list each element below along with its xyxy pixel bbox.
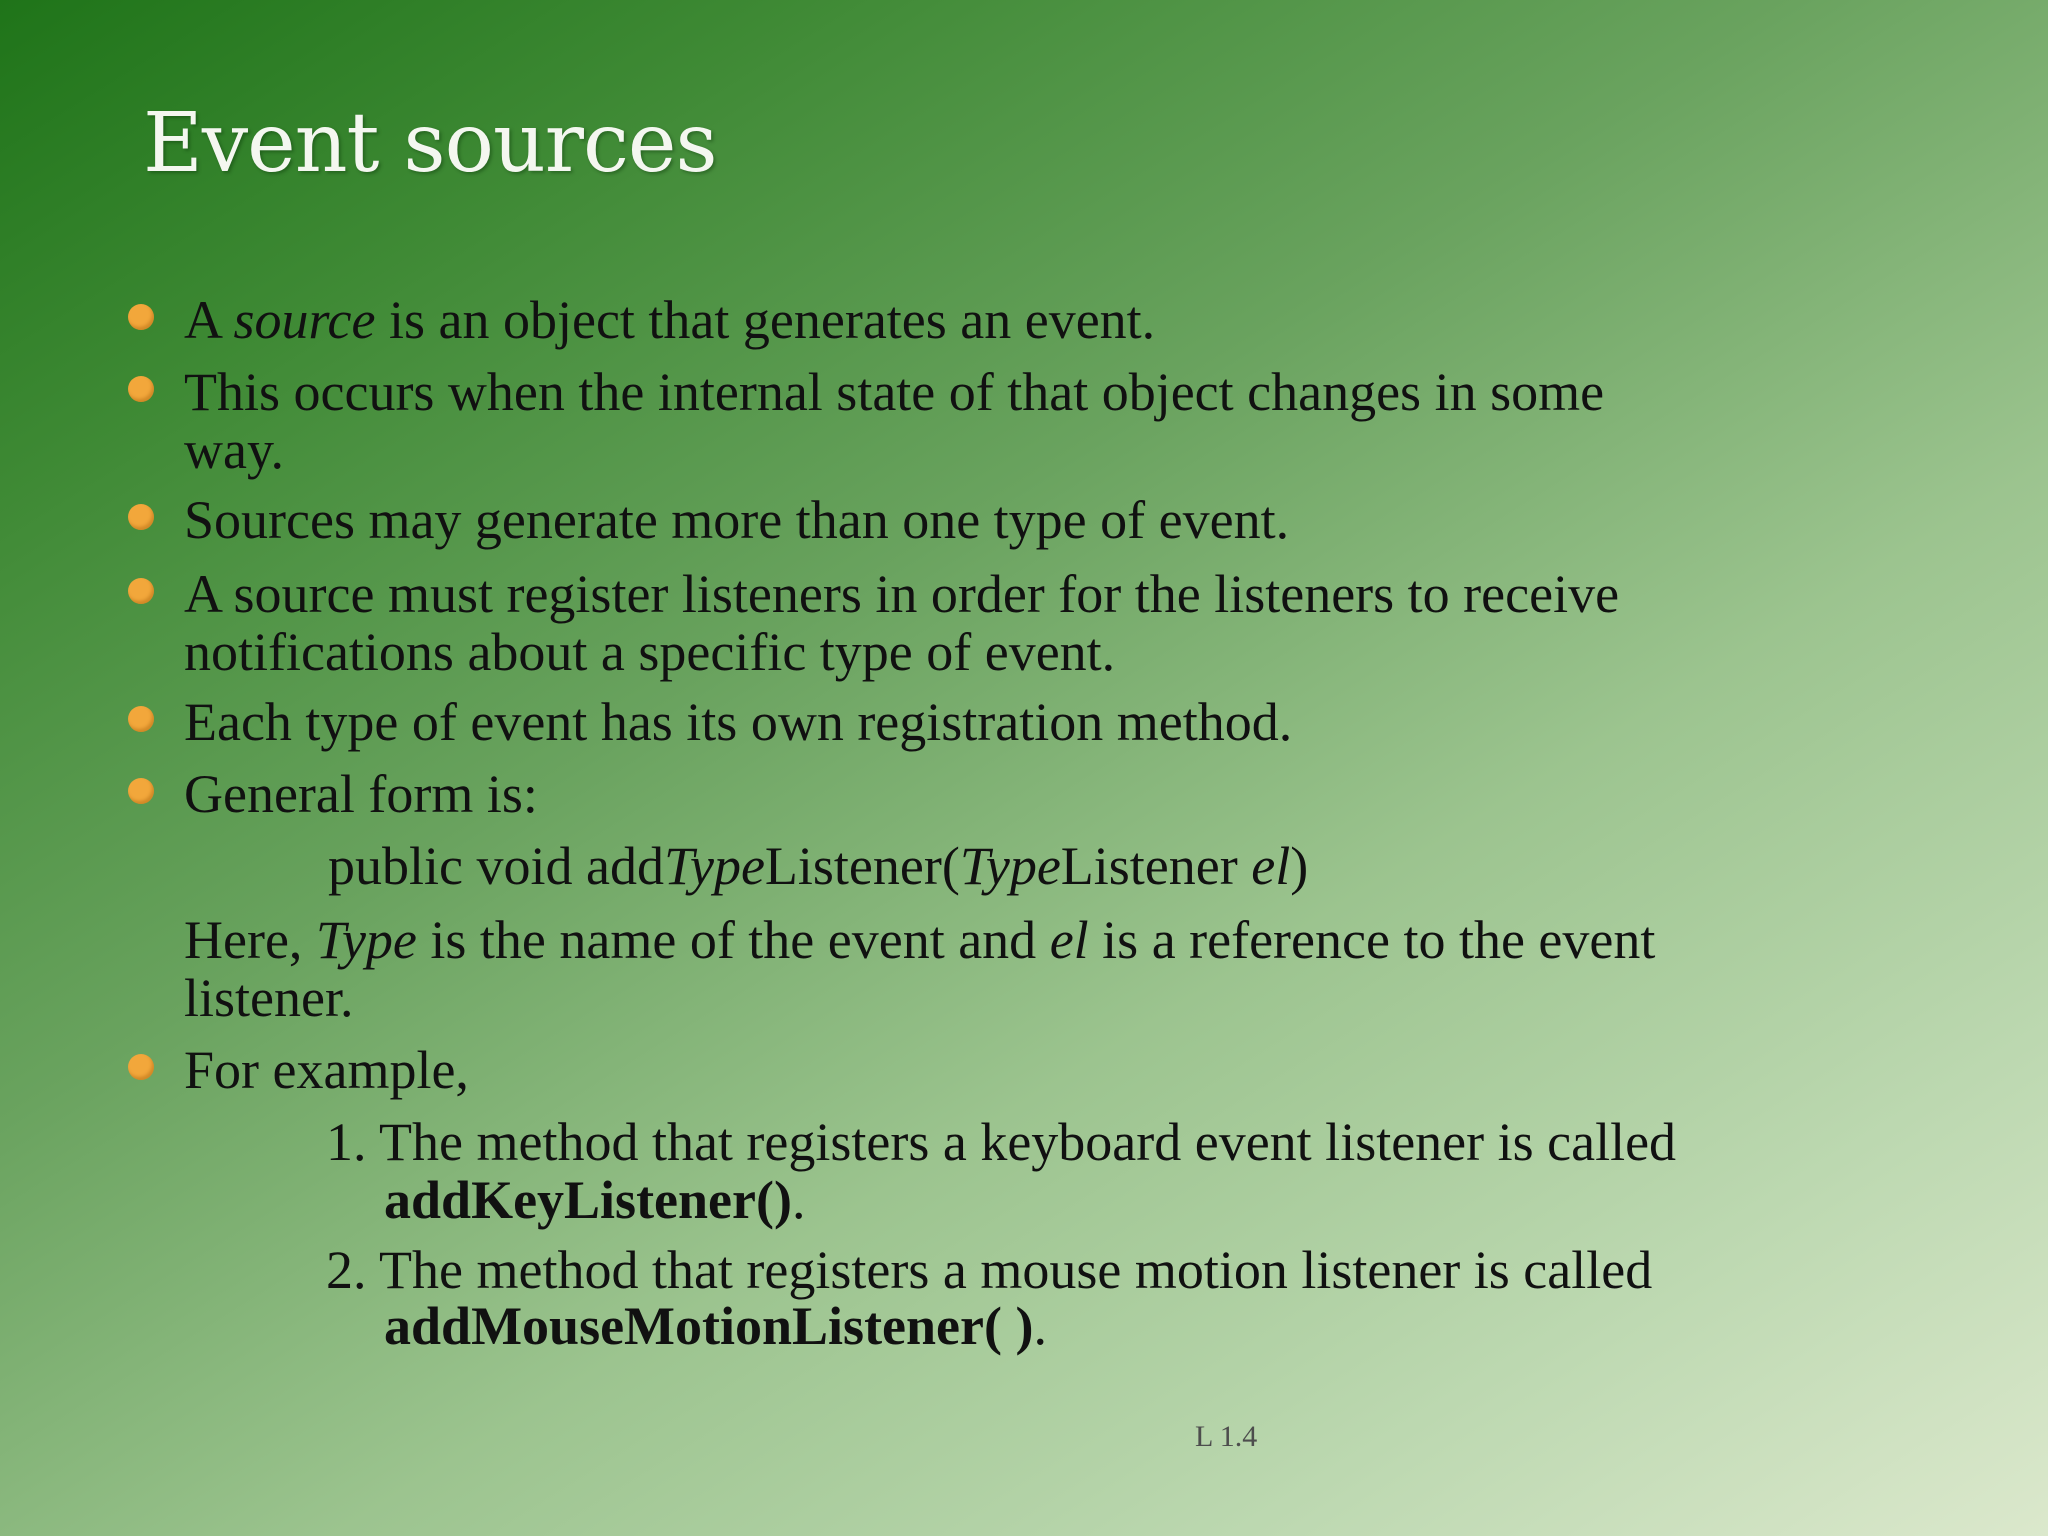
bullet-text-4-line-2: notifications about a specific type of event. xyxy=(184,622,1116,682)
explanation-param: el xyxy=(1049,910,1089,970)
explanation-part: is a reference to the event xyxy=(1088,910,1656,970)
bullet-text-2-line-1: This occurs when the internal state of that object changes in some xyxy=(184,362,1605,422)
bullet-text-4-line-1: A source must register listeners in order for the listeners to receive xyxy=(184,564,1620,624)
bullet-text-1 xyxy=(184,292,1155,348)
bullet-text-7: For example, xyxy=(184,1040,469,1100)
signature-part: Listener xyxy=(1060,836,1252,896)
explanation-line-1 xyxy=(184,912,1655,968)
bullet-icon xyxy=(128,578,154,604)
bullet-icon xyxy=(128,778,154,804)
bullet-text-3: Sources may generate more than one type of event. xyxy=(184,490,1290,550)
bullet-1-post: is an object that generates an event. xyxy=(375,290,1156,350)
explanation-part: Here, xyxy=(184,910,316,970)
bullet-icon xyxy=(128,1054,154,1080)
example-1-line-2 xyxy=(384,1172,805,1228)
bullet-icon xyxy=(128,376,154,402)
example-1-suffix: . xyxy=(791,1170,806,1230)
bullet-icon xyxy=(128,706,154,732)
signature-type: Type xyxy=(663,836,765,896)
example-1-line-1: 1. The method that registers a keyboard event listener is called xyxy=(326,1112,1677,1172)
signature-part: ) xyxy=(1290,836,1309,896)
explanation-part: is the name of the event and xyxy=(416,910,1050,970)
explanation-line-2: listener. xyxy=(184,968,354,1028)
example-2-line-2 xyxy=(384,1298,1047,1354)
signature-part: public void add xyxy=(328,836,664,896)
example-2-method: addMouseMotionListener( ) xyxy=(384,1296,1034,1356)
signature-part: Listener( xyxy=(764,836,960,896)
bullet-text-6: General form is: xyxy=(184,764,538,824)
slide-title: Event sources xyxy=(143,96,717,191)
bullet-1-emphasis: source xyxy=(233,290,376,350)
example-1-method: addKeyListener() xyxy=(384,1170,792,1230)
bullet-text-2-line-2: way. xyxy=(184,420,284,480)
bullet-icon xyxy=(128,504,154,530)
example-2-suffix: . xyxy=(1033,1296,1047,1356)
signature-type: Type xyxy=(959,836,1061,896)
example-2-line-1: 2. The method that registers a mouse motion listener is called xyxy=(326,1240,1653,1300)
slide-number: L 1.4 xyxy=(1195,1420,1258,1453)
signature-param: el xyxy=(1251,836,1291,896)
bullet-text-5: Each type of event has its own registration method. xyxy=(184,692,1293,752)
bullet-icon xyxy=(128,304,154,330)
explanation-type: Type xyxy=(315,910,417,970)
bullet-1-pre: A xyxy=(184,290,234,350)
general-form-signature xyxy=(328,838,1308,894)
